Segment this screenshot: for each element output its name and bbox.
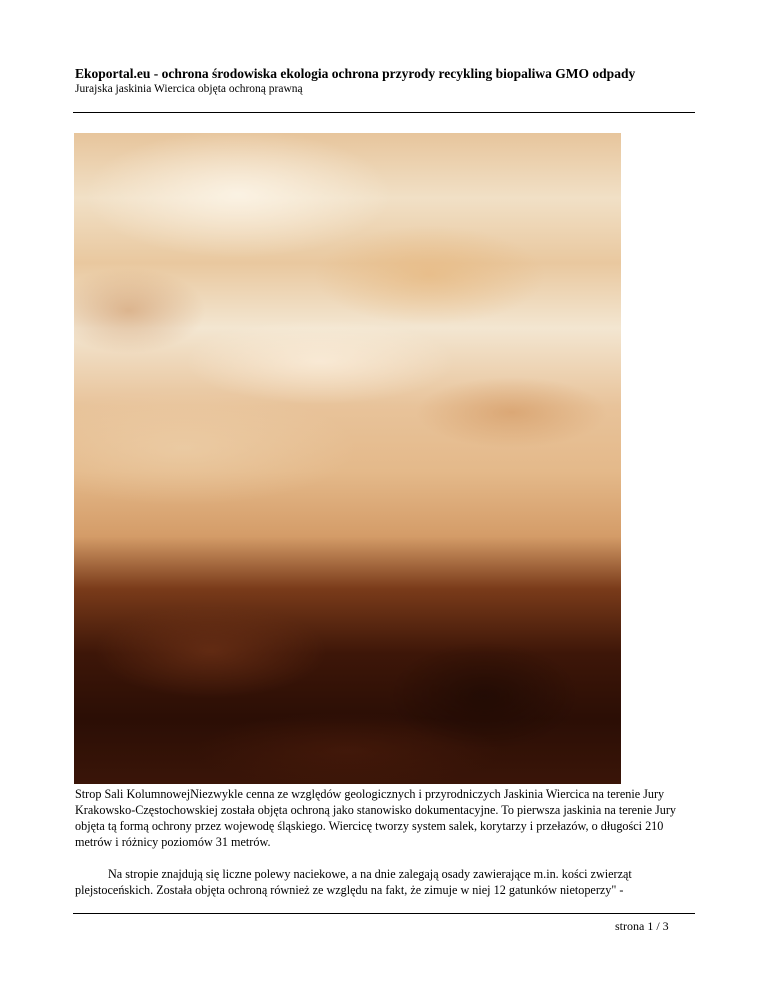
cave-ceiling-photo [74, 133, 621, 784]
photo-dark-area [74, 563, 621, 784]
article-paragraph: Na stropie znajdują się liczne polewy naciekowe, a na dnie zalegają osady zawierające m.in. kości zwierząt plejstoceńskich. Została objęta ochroną również ze względu na fakt, że zimuje w niej 12 gatunków nietoperzy" - [75, 867, 632, 897]
article-title: Jurajska jaskinia Wiercica objęta ochroną prawną [75, 83, 303, 95]
article-body [75, 786, 700, 898]
page-number: strona 1 / 3 [615, 919, 669, 933]
article-paragraph: Strop Sali KolumnowejNiezwykle cenna ze względów geologicznych i przyrodniczych Jaskinia Wiercica na terenie Jury Krakowsko-Częstochowskiej została objęta ochroną jako stanowisko dokumentacyjne. To pierwsza jaskinia na terenie Jury objęta tą formą ochrony przez wojewodę śląskiego. Wiercicę tworzy system salek, korytarzy i przełazów, o długości 210 metrów i różnicy poziomów 31 metrów. [75, 787, 677, 849]
footer-divider [73, 913, 695, 914]
site-title: Ekoportal.eu - ochrona środowiska ekologia ochrona przyrody recykling biopaliwa GMO odpady [75, 66, 636, 81]
header-divider [73, 112, 695, 113]
